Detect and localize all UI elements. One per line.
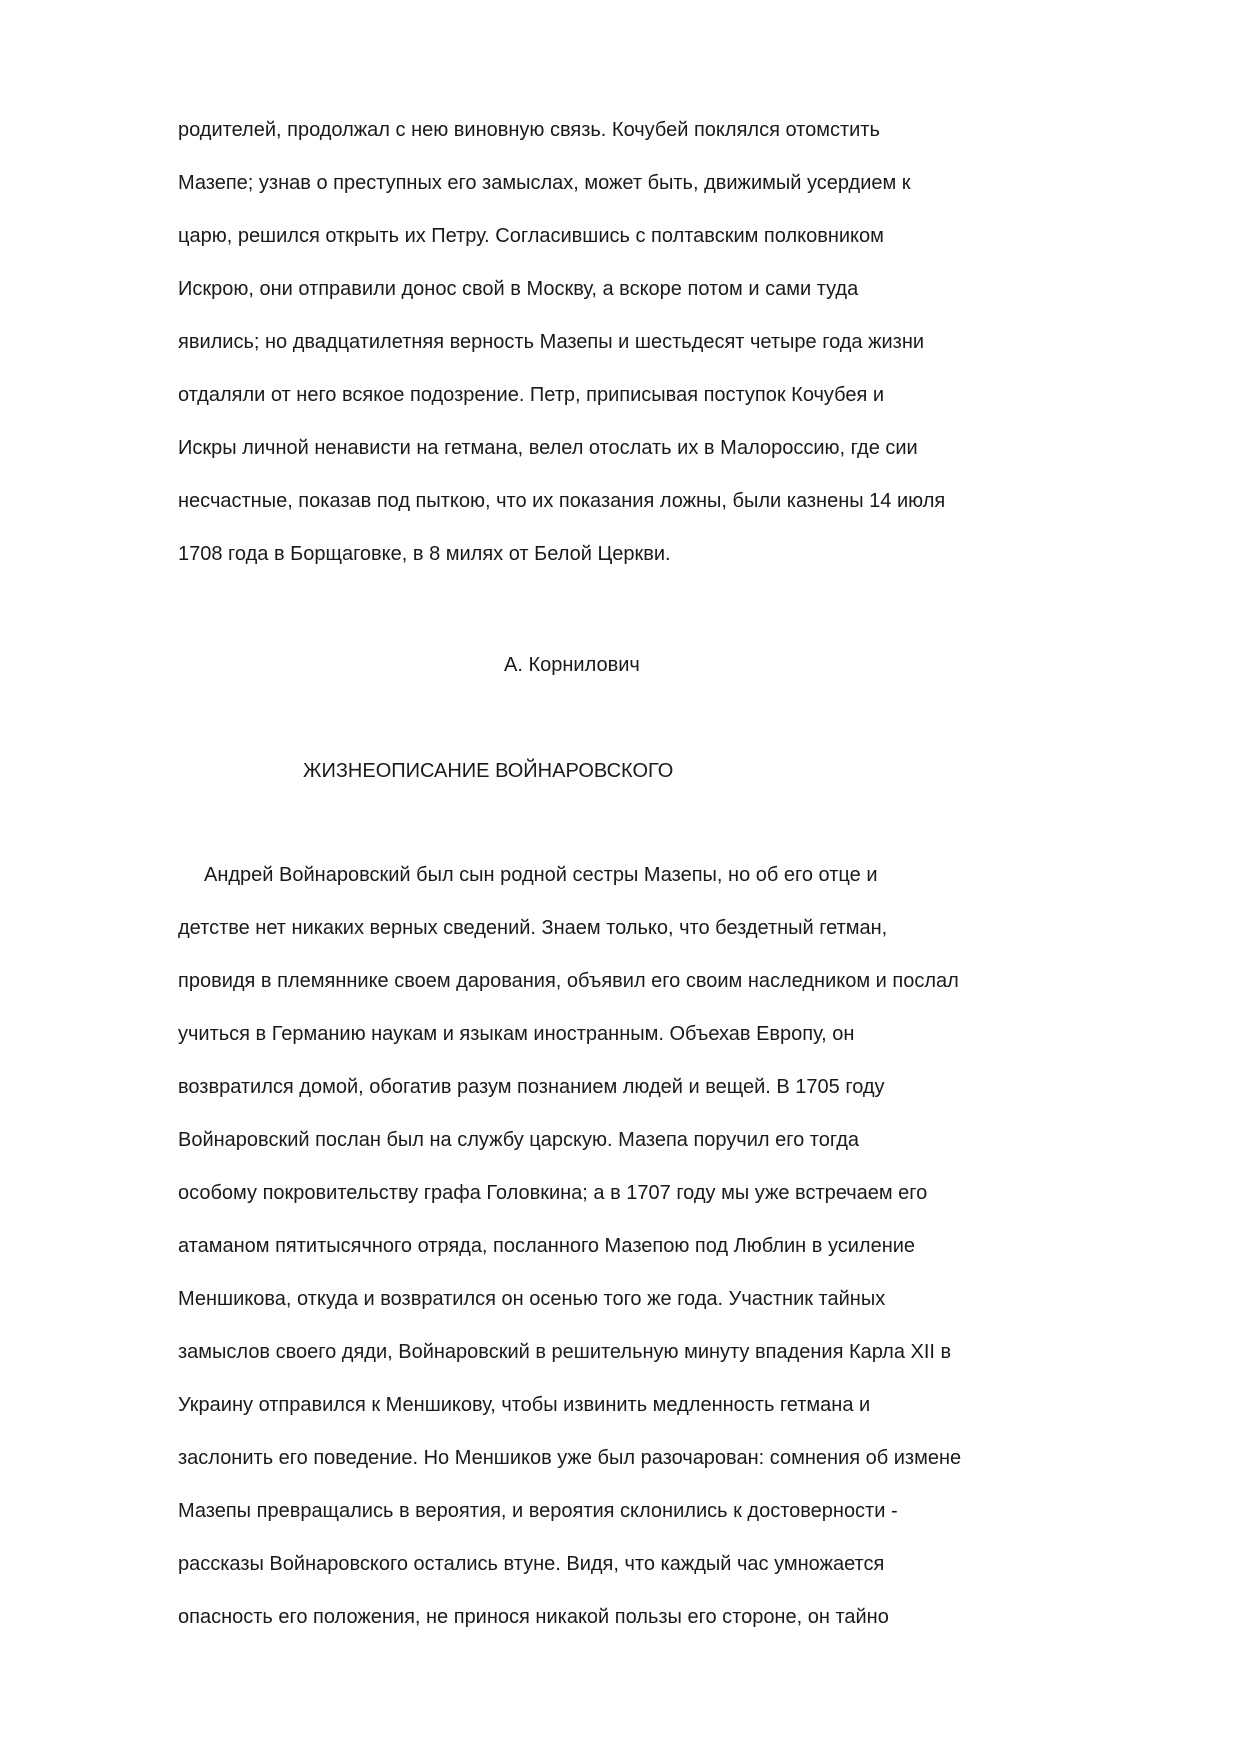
text-line: Мазепы превращались в вероятия, и вероятия склонились к достоверности - bbox=[178, 1500, 898, 1522]
text-line: родителей, продолжал с нею виновную связь. Кочубей поклялся отомстить bbox=[178, 119, 880, 141]
text-line: учиться в Германию наукам и языкам иностранным. Объехав Европу, он bbox=[178, 1023, 855, 1045]
text-line: царю, решился открыть их Петру. Согласившись с полтавским полковником bbox=[178, 225, 884, 247]
text-line: Искрою, они отправили донос свой в Москву, а вскоре потом и сами туда bbox=[178, 278, 859, 300]
text-line: отдаляли от него всякое подозрение. Петр, приписывая поступок Кочубея и bbox=[178, 384, 885, 406]
text-line: заслонить его поведение. Но Меншиков уже был разочарован: сомнения об измене bbox=[178, 1447, 962, 1469]
text-line: возвратился домой, обогатив разум познанием людей и вещей. В 1705 году bbox=[178, 1076, 885, 1098]
author-name: А. Корнилович bbox=[504, 654, 640, 676]
text-line: Войнаровский послан был на службу царскую. Мазепа поручил его тогда bbox=[178, 1129, 860, 1151]
text-line: Искры личной ненависти на гетмана, велел отослать их в Малороссию, где сии bbox=[178, 437, 918, 459]
text-line: несчастные, показав под пыткою, что их показания ложны, были казнены 14 июля bbox=[178, 490, 946, 512]
text-line: замыслов своего дяди, Войнаровский в решительную минуту впадения Карла XII в bbox=[178, 1341, 952, 1363]
text-line: рассказы Войнаровского остались втуне. Видя, что каждый час умножается bbox=[178, 1553, 885, 1575]
text-line: 1708 года в Борщаговке, в 8 милях от Белой Церкви. bbox=[178, 543, 671, 565]
text-line: атаманом пятитысячного отряда, посланного Мазепою под Люблин в усиление bbox=[178, 1235, 916, 1257]
text-line: явились; но двадцатилетняя верность Мазепы и шестьдесят четыре года жизни bbox=[178, 331, 925, 353]
text-line: опасность его положения, не принося никакой пользы его стороне, он тайно bbox=[178, 1606, 889, 1628]
text-line: особому покровительству графа Головкина; а в 1707 году мы уже встречаем его bbox=[178, 1182, 928, 1204]
text-line: Андрей Войнаровский был сын родной сестры Мазепы, но об его отце и bbox=[204, 864, 878, 886]
text-line: Меншикова, откуда и возвратился он осенью того же года. Участник тайных bbox=[178, 1288, 886, 1310]
text-line: провидя в племяннике своем дарования, объявил его своим наследником и послал bbox=[178, 970, 959, 992]
text-line: детстве нет никаких верных сведений. Знаем только, что бездетный гетман, bbox=[178, 917, 888, 939]
text-line: Украину отправился к Меншикову, чтобы извинить медленность гетмана и bbox=[178, 1394, 871, 1416]
document-title: ЖИЗНЕОПИСАНИЕ ВОЙНАРОВСКОГО bbox=[303, 760, 674, 782]
text-line: Мазепе; узнав о преступных его замыслах, может быть, движимый усердием к bbox=[178, 172, 911, 194]
